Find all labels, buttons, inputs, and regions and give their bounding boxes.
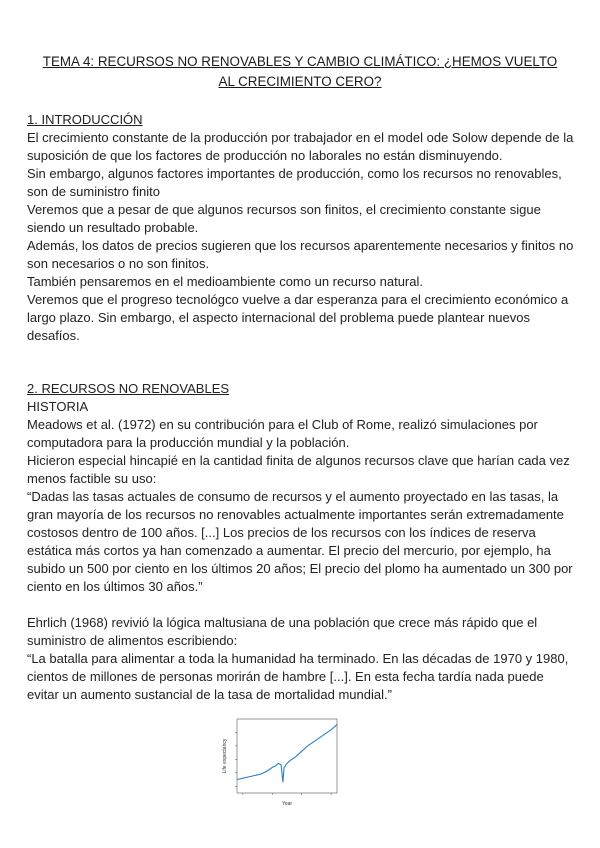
section-heading: 2. RECURSOS NO RENOVABLES xyxy=(27,381,230,396)
document-title xyxy=(20,52,580,92)
paragraph: Sin embargo, algunos factores importantes de producción, como los recursos no renovables, son de suministro finito xyxy=(27,166,562,199)
title-line-2: AL CRECIMIENTO CERO? xyxy=(218,74,382,89)
subheading: HISTORIA xyxy=(27,399,89,414)
chart-svg xyxy=(219,713,345,807)
paragraph: Veremos que a pesar de que algunos recursos son finitos, el crecimiento constante sigue siendo un resultado probable. xyxy=(27,202,541,235)
spacer xyxy=(27,596,575,614)
quote-paragraph: “Dadas las tasas actuales de consumo de recursos y el aumento proyectado en las tasas, la gran mayoría de los recursos no renovables actualmente importantes serán extremadamente costosos dentro de 100 años. [...] Los precios de los recursos con los índices de reserva estática más cortos ya han comenzado a aumentar. El precio del mercurio, por ejemplo, ha subido un 500 por ciento en los últimos 20 años; El precio del plomo ha aumentado un 300 por ciento en los últimos 30 años.” xyxy=(27,489,573,594)
title-line-1: TEMA 4: RECURSOS NO RENOVABLES Y CAMBIO CLIMÁTICO: ¿HEMOS VUELTO xyxy=(42,54,558,69)
life-expectancy-chart xyxy=(219,713,345,807)
series-line xyxy=(237,724,337,782)
x-axis-label: Year xyxy=(281,801,293,807)
y-axis-label: Life expectancy xyxy=(222,738,228,774)
paragraph: Ehrlich (1968) revivió la lógica maltusiana de una población que crece más rápido que el suministro de alimentos escribiendo: xyxy=(27,615,538,648)
quote-paragraph: “La batalla para alimentar a toda la humanidad ha terminado. En las décadas de 1970 y 1980, cientos de millones de personas morirán de hambre [...]. En esta fecha tardía nada puede evitar un aumento sustancial de la tasa de mortalidad mundial.” xyxy=(27,651,569,702)
section-introduccion xyxy=(27,111,575,345)
paragraph: Hicieron especial hincapié en la cantidad finita de algunos recursos clave que harían cada vez menos factible su uso: xyxy=(27,453,570,486)
paragraph: Además, los datos de precios sugieren que los recursos aparentemente necesarios y finitos no son necesarios o no son finitos. xyxy=(27,238,574,271)
paragraph: El crecimiento constante de la producción por trabajador en el model ode Solow depende de la suposición de que los factores de producción no laborales no están disminuyendo. xyxy=(27,130,574,163)
plot-frame xyxy=(237,719,337,793)
section-heading: 1. INTRODUCCIÓN xyxy=(27,112,143,127)
paragraph: También pensaremos en el medioambiente como un recurso natural. xyxy=(27,274,423,289)
paragraph: Meadows et al. (1972) en su contribución para el Club of Rome, realizó simulaciones por computadora para la producción mundial y la población. xyxy=(27,417,538,450)
section-recursos-no-renovables xyxy=(27,380,575,704)
paragraph: Veremos que el progreso tecnológco vuelve a dar esperanza para el crecimiento económico a largo plazo. Sin embargo, el aspecto internacional del problema puede plantear nuevos desafíos. xyxy=(27,292,569,343)
